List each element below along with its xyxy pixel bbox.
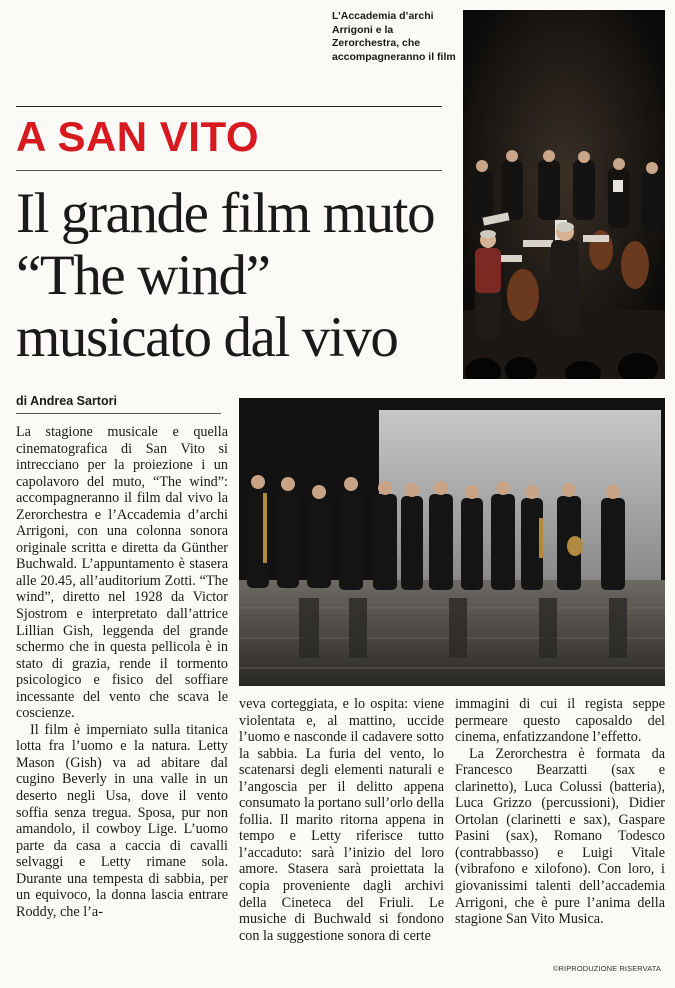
musicians-bowing-photo — [239, 398, 665, 686]
headline — [16, 183, 446, 369]
paragraph-2: Il film è imperniato sulla titanica lotta fra l’uomo e la natura. Letty Mason (Gish) va ad abitare dal cugino Beverly in una valle in un deserto negli Usa, dove il vento soffia senza tregua. Sposa, pur non amandolo, il cowboy Lige. L’uomo parte da casa a caccia di cavalli selvaggi e Letty rimane sola. Durante una tempesta di sabbia, per un equivoco, la donna lascia entrare Roddy, che l’a- — [16, 721, 228, 920]
byline: di Andrea Sartori — [16, 394, 117, 408]
kicker-underline — [16, 170, 442, 171]
headline-line-2: “The wind” — [16, 244, 270, 307]
paragraph-5: La Zerorchestra è formata da Francesco Bearzatti (sax e clarinetto), Luca Colussi (batteria), Luca Grizzo (percussioni), Didier Ortolan (clarinetti e sax), Gaspare Pasini (sax), Romano Todesco (contrabbasso) e Luigi Vitale (vibrafono e xilofono). Con loro, i giovanissimi talenti dell’accademia Arrigoni, che è pure l’anima della stagione San Vito Musica. — [455, 745, 665, 928]
headline-line-1: Il grande film muto — [16, 182, 435, 245]
article-column-3 — [455, 696, 665, 928]
kicker: A SAN VITO — [16, 113, 260, 160]
orchestra-on-stage-photo — [463, 10, 665, 379]
orchestra-photo-drawing — [463, 10, 665, 379]
article-column-1 — [16, 424, 228, 920]
paragraph-1: La stagione musicale e quella cinematografica di San Vito si intrecciano per la proiezione i un capolavoro del muto, “The wind”: accompagneranno il film dal vivo la Zerorchestra e l’Accademia d’archi Arrigoni, con una colonna sonora originale scritta e diretta da Günther Buchwald. L’appuntamento è stasera alle 20.45, all’auditorium Zotti. “The wind”, diretto nel 1928 da Victor Sjostrom e interpretato dall’attrice Lillian Gish, leggenda del grande schermo che in questa pellicola è in stato di grazia, rende il tormento psicologico e fisico del soffiare incessante del vento che scava le coscienze. — [16, 424, 228, 722]
copyright-notice: ©RIPRODUZIONE RISERVATA — [552, 964, 661, 973]
top-rule — [16, 106, 442, 107]
byline-rule — [16, 413, 221, 414]
bowing-photo-drawing — [239, 398, 665, 686]
article-column-2 — [239, 696, 444, 944]
paragraph-3: veva corteggiata, e lo ospita: viene violentata e, al mattino, uccide l’uomo e nasconde il cadavere sotto la sabbia. La furia del vento, lo scatenarsi degli elementi naturali e l’angoscia per il delitto appena consumato la portano sull’orlo della follia. Il marito ritorna appena in tempo e Letty riferisce tutto l’accaduto: sarà l’inizio del loro amore. Stasera sarà proiettata la copia proveniente dagli archivi della Cineteca del Friuli. Le musiche di Buchwald si fondono con la suggestione sonora di certe — [239, 696, 444, 944]
paragraph-4: immagini di cui il regista seppe permeare questo caposaldo del cinema, enfatizzandone l’effetto. — [455, 696, 665, 746]
headline-line-3: musicato dal vivo — [16, 306, 398, 369]
photo-caption: L’Accademia d’archi Arrigoni e la Zerorchestra, che accompagneranno il film — [332, 10, 456, 63]
